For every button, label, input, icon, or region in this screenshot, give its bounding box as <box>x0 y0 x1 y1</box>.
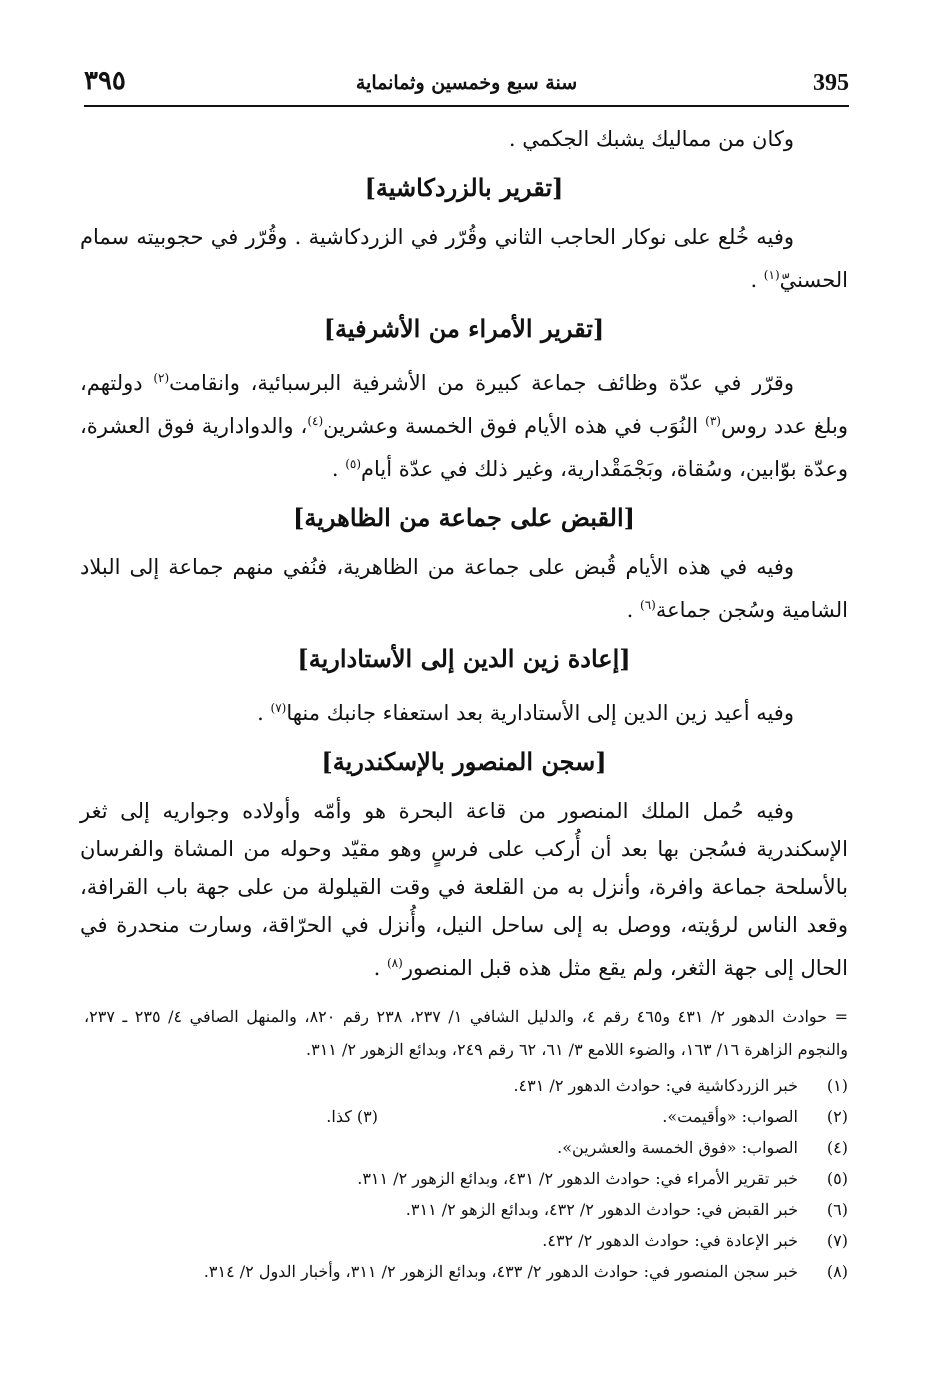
footnote-text: خبر الإعادة في: حوادث الدهور ٢/ ٤٣٢. <box>542 1231 798 1250</box>
paragraph-4-end: . <box>257 701 271 725</box>
heading-ashrafiya: [تقرير الأمراء من الأشرفية] <box>323 314 605 343</box>
paragraph-0-text: وكان من مماليك يشبك الجكمي . <box>508 127 794 151</box>
footnote-1 <box>84 1070 848 1101</box>
footnote-number: (٦) <box>826 1200 848 1219</box>
footnote-ref-3[interactable]: (٣) <box>705 414 721 428</box>
paragraph-3-text: وفيه في هذه الأيام قُبض على جماعة من الظاهرية، فنُفي منهم جماعة إلى البلاد الشامية وسُجن جماعة <box>80 555 848 622</box>
paragraph-0 <box>80 120 848 158</box>
paragraph-2-end: . <box>331 457 346 481</box>
footnote-number: (٨) <box>826 1262 848 1281</box>
footnotes-section <box>84 1000 848 1287</box>
paragraph-1-end: . <box>750 268 764 292</box>
footnote-ref-6[interactable]: (٦) <box>640 598 656 612</box>
page-header <box>84 64 849 104</box>
paragraph-4-text: وفيه أعيد زين الدين إلى الأستادارية بعد استعفاء جانبك منها <box>286 701 794 725</box>
header-rule <box>84 105 849 107</box>
paragraph-3 <box>80 548 848 629</box>
footnote-text: خبر تقرير الأمراء في: حوادث الدهور ٢/ ٤٣١، وبدائع الزهور ٢/ ٣١١. <box>357 1169 798 1188</box>
footnote-text: الصواب: «فوق الخمسة والعشرين». <box>557 1138 798 1157</box>
footnote-ref-1[interactable]: (١) <box>763 268 780 282</box>
footnote-ref-7[interactable]: (٧) <box>270 701 287 715</box>
page-number-arabic: ٣٩٥ <box>84 66 126 96</box>
main-text <box>80 120 848 987</box>
heading-alexandria: [سجن المنصور بالإسكندرية] <box>321 747 607 776</box>
footnote-continuation: = حوادث الدهور ٢/ ٤٣١ و٤٦٥ رقم ٤، والدليل الشافي ١/ ٢٣٧، ٢٣٨ رقم ٨٢٠، والمنهل الصافي ٤/ ٢٣٥ ـ ٢٣٧، والنجوم الزاهرة ١٦/ ١٦٣، والضوء اللامع ٣/ ٦١، ٦٢ رقم ٢٤٩، وبدائع الزهور ٢/ ٣١١. <box>84 1007 849 1059</box>
footnote-6 <box>84 1194 848 1225</box>
paragraph-2 <box>80 359 848 488</box>
footnote-3-inline: (٣) كذا. <box>326 1107 378 1126</box>
footnote-text: خبر الزردكاشية في: حوادث الدهور ٢/ ٤٣١. <box>513 1076 798 1095</box>
footnote-text: خبر القبض في: حوادث الدهور ٢/ ٤٣٢، وبدائع الزهو ٢/ ٣١١. <box>405 1200 798 1219</box>
footnote-ref-8[interactable]: (٨) <box>386 956 403 970</box>
footnote-number: (١) <box>826 1076 848 1095</box>
footnote-ref-5[interactable]: (٥) <box>345 457 362 471</box>
paragraph-2-text-a: وقرّر في عدّة وظائف جماعة كبيرة من الأشرفية البرسبائية، وانقامت <box>169 371 794 395</box>
footnote-text: الصواب: «وأقيمت». <box>662 1107 798 1126</box>
paragraph-5 <box>80 792 848 987</box>
paragraph-5-end: . <box>373 956 387 980</box>
footnote-text: خبر سجن المنصور في: حوادث الدهور ٢/ ٤٣٣، وبدائع الزهور ٢/ ٣١١، وأخبار الدول ٢/ ٣١٤. <box>203 1262 798 1281</box>
footnote-8 <box>84 1256 848 1287</box>
footnote-4 <box>84 1132 848 1163</box>
footnote-ref-4[interactable]: (٤) <box>307 414 324 428</box>
running-title: سنة سبع وخمسين وثمانماية <box>355 72 578 94</box>
paragraph-5-text: وفيه حُمل الملك المنصور من قاعة البحرة هو وأمّه وأولاده وجواريه إلى ثغر الإسكندرية فسُجن بها بعد أن أُركب على فرسٍ وهو مقيّد وحوله من المشاة والفرسان بالأسلحة جماعة وافرة، وأنزل به من القلعة في وقت القيلولة من على جهة باب القرافة، وقعد الناس لرؤيته، ووصل به إلى ساحل النيل، وأُنزل في الحرّاقة، وسارت منحدرة في الحال إلى جهة الثغر، ولم يقع مثل هذه قبل المنصور <box>80 799 848 980</box>
heading-zardakashiya: [تقرير بالزردكاشية] <box>364 173 564 202</box>
paragraph-1 <box>80 218 848 299</box>
paragraph-1-text: وفيه خُلع على نوكار الحاجب الثاني وقُرّر في الزردكاشية . وقُرّر في حجوبيته سمام الحسنيّ <box>80 225 848 292</box>
footnote-number: (٧) <box>826 1231 848 1250</box>
heading-ustadariya: [إعادة زين الدين إلى الأستادارية] <box>297 644 631 673</box>
footnote-number: (٥) <box>826 1169 848 1188</box>
heading-zahiriya: [القبض على جماعة من الظاهرية] <box>293 503 635 532</box>
footnote-number: (٤) <box>826 1138 848 1157</box>
footnote-7 <box>84 1225 848 1256</box>
footnote-number: (٢) <box>826 1107 848 1126</box>
paragraph-3-end: . <box>626 598 641 622</box>
footnote-5 <box>84 1163 848 1194</box>
paragraph-4 <box>80 689 848 732</box>
paragraph-2-text-c: النُوَب في هذه الأيام فوق الخمسة وعشرين <box>323 414 706 438</box>
paragraph-2-text-d: ، والدوادارية فوق العشرة، وعدّة بوّابين، وسُقاة، وبَجْمَقْدارية، وغير ذلك في عدّة أيام <box>80 414 848 481</box>
page-number-latin: 395 <box>813 70 849 96</box>
footnote-ref-2[interactable]: (٢) <box>153 371 170 385</box>
paragraph-2-text-b: دولتهم، وبلغ عدد روس <box>80 371 848 438</box>
footnote-2 <box>84 1101 848 1132</box>
